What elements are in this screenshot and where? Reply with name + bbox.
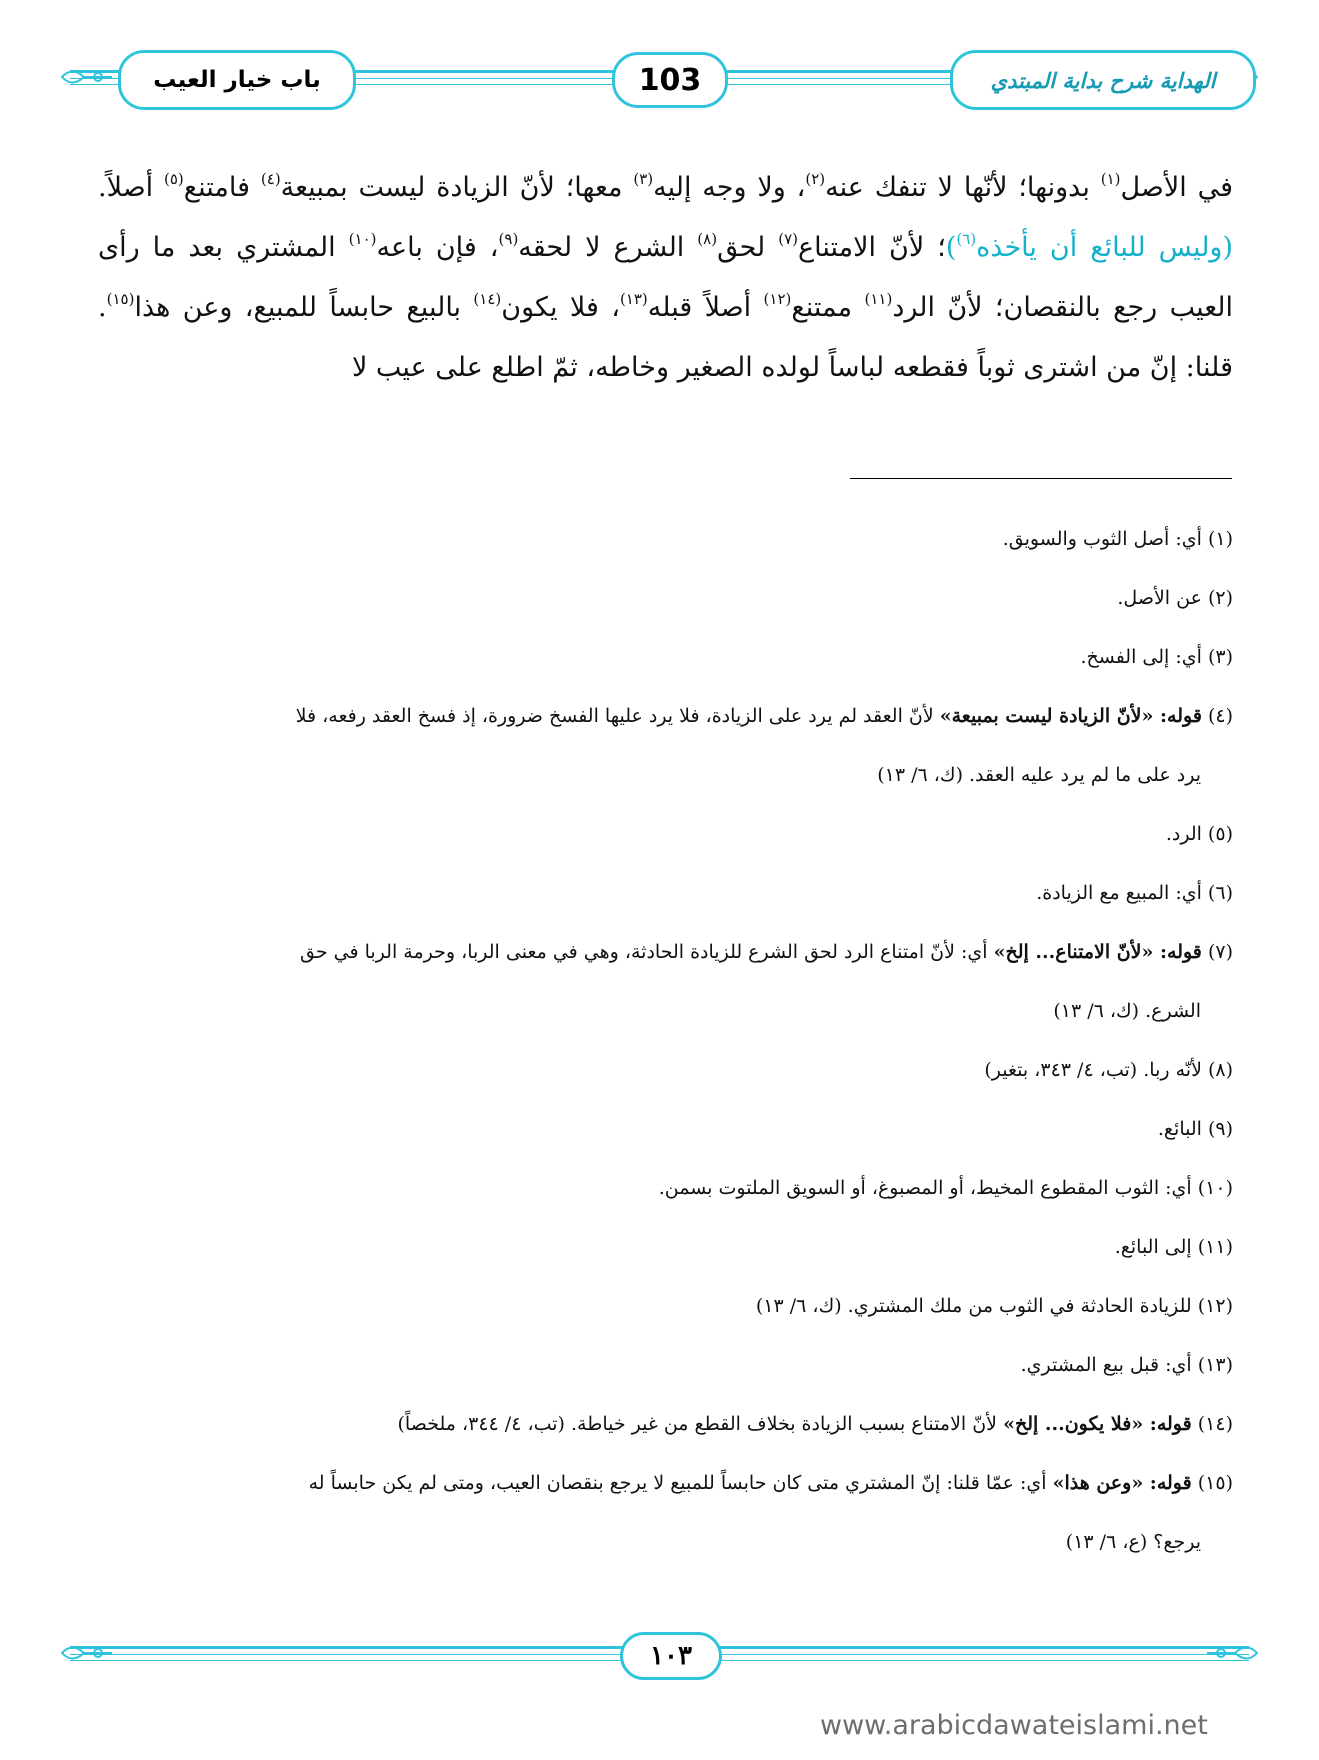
footnote-ref: (٣) — [633, 170, 654, 188]
text-run: أصلاً. — [98, 172, 154, 203]
footnote-number: (٧) — [1201, 941, 1233, 963]
main-text — [98, 158, 1233, 398]
footnote-label: قوله: «لأنّ الامتناع... إلخ» — [993, 941, 1202, 963]
text-run: ؛ لأنّ الامتناع — [798, 232, 946, 263]
text-run: بدونها؛ لأنّها لا تنفك عنه — [825, 172, 1101, 203]
footnote-ref: (٢) — [805, 170, 826, 188]
matn-quote — [946, 232, 1233, 263]
text-run: بالبيع حابساً — [329, 292, 474, 323]
footnote-9: (٩) البائع. — [1157, 1118, 1233, 1140]
footnote-7 — [98, 923, 1233, 1041]
footnote-separator — [850, 478, 1232, 479]
footnote-text: أي: عمّا قلنا: إنّ المشتري متى كان حابساً للمبيع لا يرجع بنقصان العيب، ومتى لم يكن حابساً له — [308, 1472, 1053, 1494]
footnote-label: قوله: «فلا يكون... إلخ» — [1003, 1413, 1192, 1435]
footnote-11: (١١) إلى البائع. — [1114, 1236, 1233, 1258]
footnote-5: (٥) الرد. — [1165, 823, 1233, 845]
footnote-text: أي: لأنّ امتناع الرد لحق الشرع للزيادة الحادثة، وهي في معنى الربا، وحرمة الربا في حق — [300, 941, 994, 963]
footnote-ref: (٤) — [260, 170, 281, 188]
footnote-10: (١٠) أي: الثوب المقطوع المخيط، أو المصبوغ، أو السويق الملتوت بسمن. — [658, 1177, 1233, 1199]
text-run: ممتنع — [791, 292, 865, 323]
footnote-14 — [98, 1395, 1233, 1454]
footnote-12: (١٢) للزيادة الحادثة في الثوب من ملك المشتري. (ك، ٦/ ١٣) — [755, 1295, 1233, 1317]
footnote-ref: (١٠) — [348, 230, 377, 248]
header-ornament-left-icon — [58, 64, 114, 90]
text-run: ، فإن باعه — [376, 232, 499, 263]
footnote-13: (١٣) أي: قبل بيع المشتري. — [1020, 1354, 1233, 1376]
footnote-continuation: يرجع؟ (ع، ٦/ ١٣) — [1065, 1531, 1201, 1553]
text-run: فامتنع — [183, 172, 261, 203]
footnote-text: لأنّ العقد لم يرد على الزيادة، فلا يرد عليها الفسخ ضرورة، إذ فسخ العقد رفعه، فلا — [295, 705, 940, 727]
text-run: للمبيع، وعن هذا — [134, 292, 317, 323]
footnote-number: (١٤) — [1191, 1413, 1233, 1435]
footnote-ref: (١٥) — [106, 290, 135, 308]
footnote-ref: (٨) — [697, 230, 718, 248]
footnote-text: لأنّ الامتناع بسبب الزيادة بخلاف القطع من غير خياطة. (تب، ٤/ ٣٤٤، ملخصاً) — [397, 1413, 1004, 1435]
footnote-continuation: يرد على ما لم يرد عليه العقد. (ك، ٦/ ١٣) — [877, 764, 1201, 786]
text-run: ، ولا وجه إليه — [653, 172, 806, 203]
footnote-label: قوله: «لأنّ الزيادة ليست بمبيعة» — [939, 705, 1202, 727]
footnote-ref: (٧) — [778, 230, 799, 248]
footnote-ref: (١٣) — [619, 290, 648, 308]
text-run: . قلنا: إنّ من اشترى ثوباً فقطعه لباساً لولده الصغير وخاطه، ثمّ اطلع على عيب لا — [98, 292, 1233, 383]
footer-ornament-right-icon — [1205, 1640, 1261, 1666]
footnote-ref: (٥) — [163, 170, 184, 188]
footnote-3: (٣) أي: إلى الفسخ. — [1080, 646, 1233, 668]
body-line-1 — [164, 172, 1233, 203]
page-number-bottom: ١٠٣ — [620, 1632, 722, 1680]
text-run: الشرع لا لحقه — [518, 232, 698, 263]
footnote-ref: (١١) — [864, 290, 893, 308]
footnote-1: (١) أي: أصل الثوب والسويق. — [1002, 528, 1233, 550]
website-watermark: www.arabicdawateislami.net — [820, 1710, 1208, 1741]
footnote-15 — [98, 1454, 1233, 1572]
text-run: معها؛ لأنّ الزيادة ليست بمبيعة — [280, 172, 634, 203]
footnote-ref: (١٢) — [763, 290, 792, 308]
footnote-ref: (٦) — [956, 230, 977, 248]
book-title: الهداية شرح بداية المبتدي — [950, 50, 1256, 110]
text-run: المشتري — [236, 232, 349, 263]
text-run: ) — [945, 232, 957, 263]
footnote-2: (٢) عن الأصل. — [1117, 587, 1233, 609]
footnote-number: (٤) — [1201, 705, 1233, 727]
text-run: في الأصل — [1120, 172, 1234, 203]
footnote-number: (١٥) — [1191, 1472, 1233, 1494]
text-run: ، فلا يكون — [501, 292, 620, 323]
footnote-4 — [98, 687, 1233, 805]
footnote-8: (٨) لأنّه ربا. (تب، ٤/ ٣٤٣، بتغير) — [984, 1059, 1233, 1081]
footer-ornament-left-icon — [58, 1640, 114, 1666]
footnote-label: قوله: «وعن هذا» — [1052, 1472, 1192, 1494]
footnote-ref: (١) — [1100, 170, 1121, 188]
footnotes — [98, 510, 1233, 1572]
footnote-ref: (١٤) — [473, 290, 502, 308]
text-run: (وليس للبائع أن يأخذه — [976, 232, 1234, 263]
text-run: بعد ما رأى العيب رجع بالنقصان؛ لأنّ الرد — [98, 232, 1234, 323]
text-run: لحق — [717, 232, 779, 263]
footnote-continuation: الشرع. (ك، ٦/ ١٣) — [1053, 1000, 1201, 1022]
footnote-ref: (٩) — [498, 230, 519, 248]
text-run: أصلاً قبله — [647, 292, 764, 323]
page-number-top: 103 — [612, 52, 728, 108]
chapter-title: باب خيار العيب — [118, 50, 356, 110]
footnote-6: (٦) أي: المبيع مع الزيادة. — [1036, 882, 1233, 904]
